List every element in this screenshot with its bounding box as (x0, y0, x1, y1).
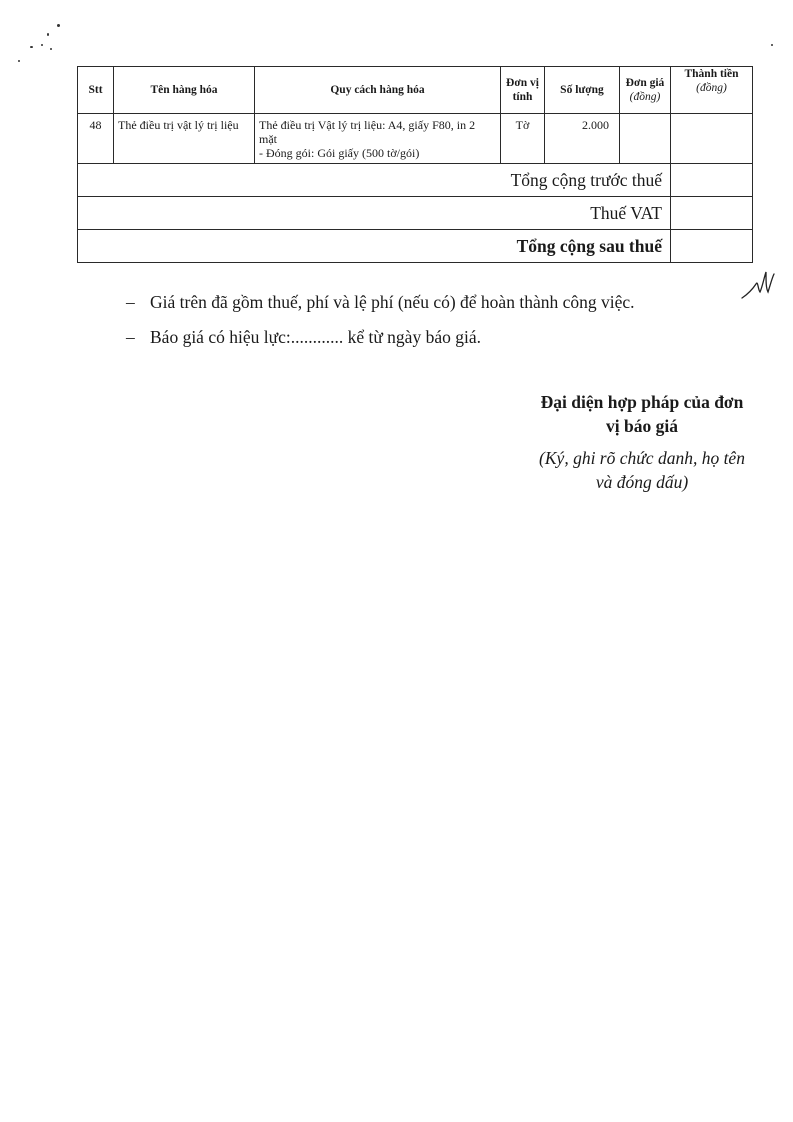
header-total-unit: (đồng) (696, 82, 727, 94)
note-validity (126, 327, 481, 348)
cell-price (620, 114, 671, 164)
representative-instruction-line1: (Ký, ghi rõ chức danh, họ tên (539, 448, 745, 468)
representative-instruction-line2: và đóng dấu) (595, 472, 689, 492)
cell-spec-line2: - Đóng gói: Gói giấy (500 tờ/gói) (259, 146, 420, 160)
header-stt: Stt (78, 67, 114, 114)
summary-post-tax-value (671, 230, 753, 263)
representative-instruction (510, 446, 774, 494)
note-validity-text: Báo giá có hiệu lực:............ kể từ ngày báo giá. (150, 327, 481, 347)
header-price-label: Đơn giá (625, 77, 665, 89)
representative-title (510, 390, 774, 438)
summary-vat-label: Thuế VAT (78, 197, 671, 230)
summary-vat-value (671, 197, 753, 230)
scan-speck (30, 46, 33, 48)
header-total (671, 67, 753, 114)
representative-title-line1: Đại diện hợp pháp của đơn (540, 392, 744, 412)
scan-speck (41, 44, 43, 46)
table-row (78, 114, 753, 164)
summary-row-post-tax (78, 230, 753, 263)
initials-signature (740, 268, 780, 302)
note-price-text: Giá trên đã gồm thuế, phí và lệ phí (nếu có) để hoàn thành công việc. (150, 292, 635, 312)
header-price-unit: (đồng) (629, 91, 661, 103)
header-spec: Quy cách hàng hóa (255, 67, 501, 114)
summary-pre-tax-label: Tổng cộng trước thuế (78, 164, 671, 197)
header-qty: Số lượng (545, 67, 620, 114)
cell-stt: 48 (78, 114, 114, 164)
header-unit: Đơn vị tính (501, 67, 545, 114)
cell-spec-line1: Thẻ điều trị Vật lý trị liệu: A4, giấy F80, in 2 mặt (259, 118, 476, 146)
cell-unit: Tờ (501, 114, 545, 164)
scan-speck (57, 24, 60, 27)
summary-post-tax-label: Tổng cộng sau thuế (78, 230, 671, 263)
cell-qty: 2.000 (545, 114, 620, 164)
scan-speck (771, 44, 773, 46)
cell-total (671, 114, 753, 164)
scan-speck (47, 33, 49, 36)
scan-speck (18, 60, 20, 62)
note-dash: – (126, 327, 135, 347)
note-price-included (126, 292, 635, 313)
header-name: Tên hàng hóa (114, 67, 255, 114)
scan-speck (50, 48, 52, 50)
cell-name: Thẻ điều trị vật lý trị liệu (114, 114, 255, 164)
quote-table (77, 66, 753, 263)
summary-row-vat (78, 197, 753, 230)
representative-title-line2: vị báo giá (606, 416, 678, 436)
header-total-label: Thành tiền (684, 68, 739, 80)
summary-row-pre-tax (78, 164, 753, 197)
cell-spec (255, 114, 501, 164)
header-price (620, 67, 671, 114)
representative-block (510, 390, 774, 494)
summary-pre-tax-value (671, 164, 753, 197)
table-header-row (78, 67, 753, 114)
note-dash: – (126, 292, 135, 312)
